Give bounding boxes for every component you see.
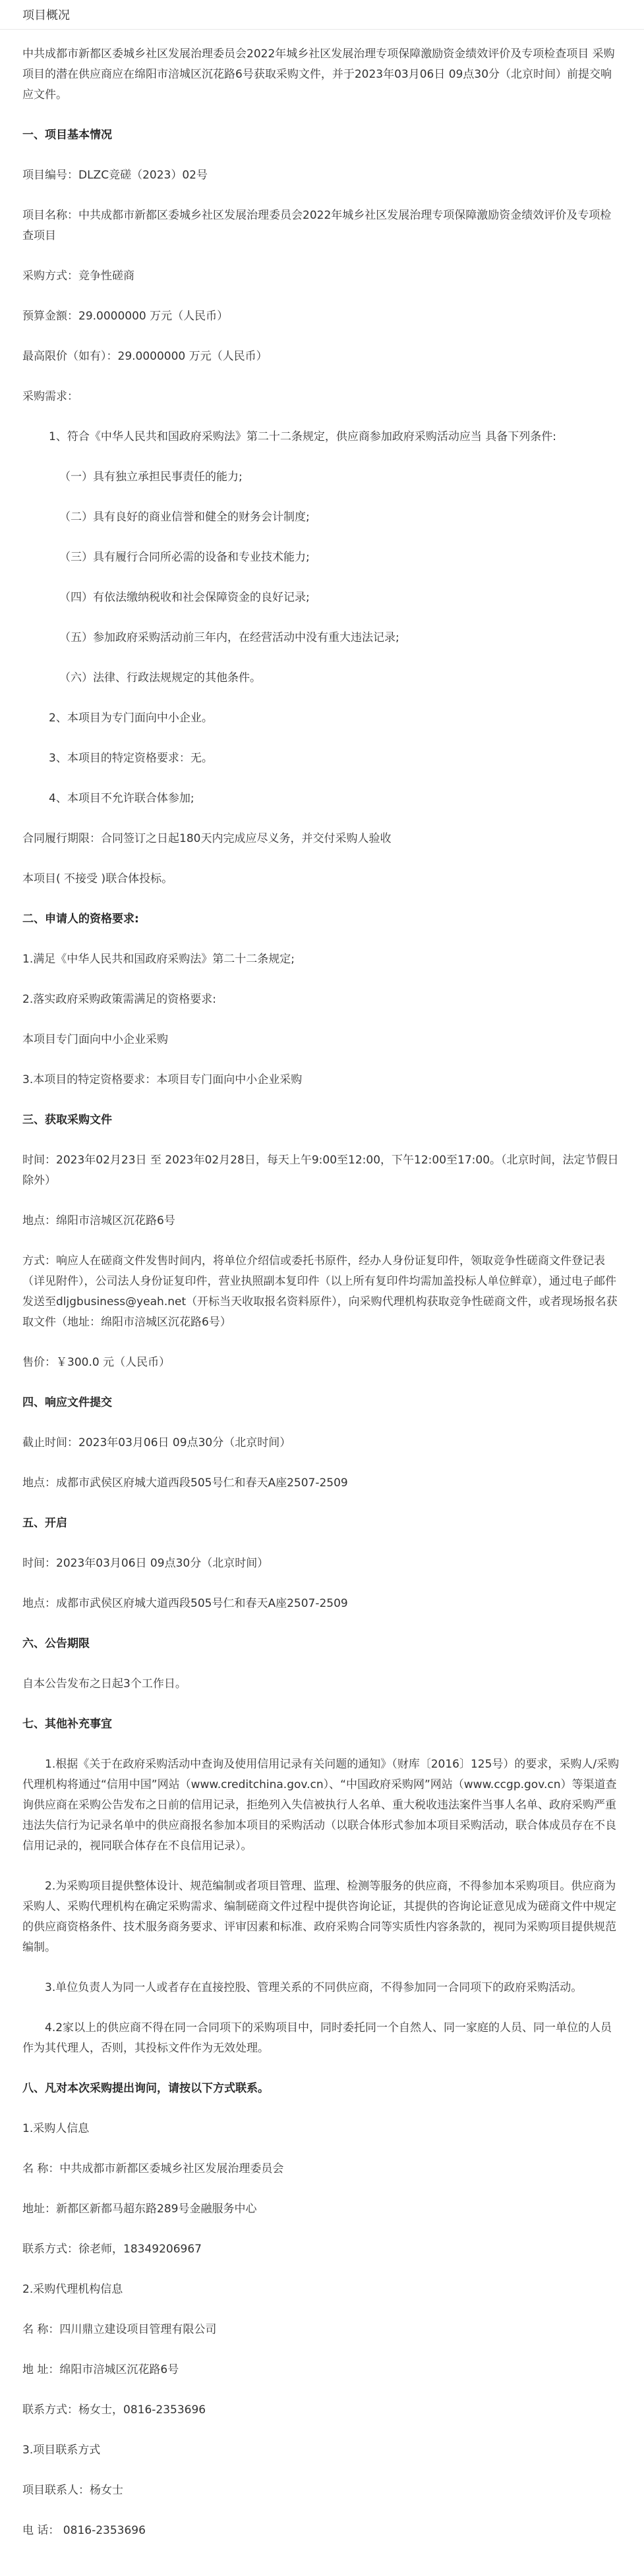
overview-paragraph: 中共成都市新都区委城乡社区发展治理委员会2022年城乡社区发展治理专项保障激励资金绩效评价及专项检查项目 采购项目的潜在供应商应在绵阳市涪城区沉花路6号获取采购文件，并于2023年03月06日 09点30分（北京时间）前提交响应文件。	[22, 47, 615, 101]
section-3-heading: 三、获取采购文件	[22, 1113, 112, 1127]
project-contact-phone: 电 话： 0816-2353696	[22, 2524, 146, 2537]
section-4-heading: 四、响应文件提交	[22, 1396, 112, 1409]
qualification-2: 2.落实政府采购政策需满足的资格要求:	[22, 993, 216, 1006]
agent-address: 地 址：绵阳市涪城区沉花路6号	[22, 2363, 179, 2376]
agent-info-label: 2.采购代理机构信息	[22, 2283, 123, 2296]
overview-title-bar	[0, 0, 644, 30]
requirement-2: 2、本项目为专门面向中小企业。	[49, 712, 213, 725]
requirement-4: 4、本项目不允许联合体参加;	[49, 792, 194, 805]
supplement-2: 2.为采购项目提供整体设计、规范编制或者项目管理、监理、检测等服务的供应商，不得参加本采购项目。供应商为采购人、采购代理机构在确定采购需求、编制磋商文件过程中提供咨询论证，其提供的咨询论证意见成为磋商文件中规定的供应商资格条件、技术服务商务要求、评审因素和标准、政府采购合同等实质性内容条款的，视同为采购项目提供规范编制。	[22, 1880, 616, 1954]
requirement-3: 3、本项目的特定资格要求：无。	[49, 752, 213, 765]
condition-item: （六）法律、行政法规规定的其他条件。	[59, 671, 261, 685]
buyer-name: 名 称：中共成都市新都区委城乡社区发展治理委员会	[22, 2162, 284, 2175]
project-contact-label: 3.项目联系方式	[22, 2444, 101, 2457]
condition-item: （三）具有履行合同所必需的设备和专业技术能力;	[59, 551, 310, 564]
qualification-3: 3.本项目的特定资格要求：本项目专门面向中小企业采购	[22, 1073, 303, 1086]
supplement-3: 3.单位负责人为同一人或者存在直接控股、管理关系的不同供应商，不得参加同一合同项下的政府采购活动。	[45, 1981, 583, 1994]
document-method: 方式：响应人在磋商文件发售时间内，将单位介绍信或委托书原件，经办人身份证复印件，领取竞争性磋商文件登记表（详见附件），公司法人身份证复印件，营业执照副本复印件（以上所有复印件均需加盖投标人单位鲜章），通过电子邮件发送至dljgbusiness@yeah.net（开标当天收取报名资料原件），向采购代理机构获取竞争性磋商文件，或者现场报名获取文件（地址：绵阳市涪城区沉花路6号）	[22, 1254, 618, 1329]
buyer-address: 地址：新都区新都马超东路289号金融服务中心	[22, 2202, 257, 2216]
qualification-1: 1.满足《中华人民共和国政府采购法》第二十二条规定;	[22, 953, 295, 966]
section-5-heading: 五、开启	[22, 1517, 67, 1530]
announcement-body	[0, 30, 644, 2541]
project-name: 项目名称：中共成都市新都区委城乡社区发展治理委员会2022年城乡社区发展治理专项保障激励资金绩效评价及专项检查项目	[22, 209, 612, 242]
max-price: 最高限价（如有）：29.0000000 万元（人民币）	[22, 350, 268, 363]
needs-label: 采购需求：	[22, 390, 78, 403]
budget-amount: 预算金额：29.0000000 万元（人民币）	[22, 310, 229, 323]
project-number: 项目编号：DLZC竞磋（2023）02号	[22, 169, 208, 182]
agent-name: 名 称：四川鼎立建设项目管理有限公司	[22, 2323, 217, 2336]
buyer-info-label: 1.采购人信息	[22, 2122, 90, 2135]
document-price: 售价：￥300.0 元（人民币）	[22, 1356, 171, 1369]
section-8-heading: 八、凡对本次采购提出询问，请按以下方式联系。	[22, 2082, 269, 2095]
condition-item: （二）具有良好的商业信誉和健全的财务会计制度;	[59, 511, 310, 524]
notice-period: 自本公告发布之日起3个工作日。	[22, 1677, 187, 1691]
supplement-1: 1.根据《关于在政府采购活动中查询及使用信用记录有关问题的通知》（财库〔2016〕125号）的要求，采购人/采购代理机构将通过“信用中国”网站（www.creditchina.gov.cn）、“中国政府采购网”网站（www.ccgp.gov.cn）等渠道查询供应商在采购公告发布之日前的信用记录，拒绝列入失信被执行人名单、重大税收违法案件当事人名单、政府采购严重违法失信行为记录名单中的供应商报名参加本项目的采购活动（以联合体形式参加本项目采购活动，联合体成员存在不良信用记录的，视同联合体存在不良信用记录）。	[22, 1758, 620, 1853]
supplement-4: 4.2家以上的供应商不得在同一合同项下的采购项目中，同时委托同一个自然人、同一家庭的人员、同一单位的人员作为其代理人，否则，其投标文件作为无效处理。	[22, 2021, 612, 2055]
submission-deadline: 截止时间：2023年03月06日 09点30分（北京时间）	[22, 1436, 291, 1449]
project-contact-person: 项目联系人：杨女士	[22, 2484, 123, 2497]
section-1-heading: 一、项目基本情况	[22, 128, 112, 142]
qualification-2-detail: 本项目专门面向中小企业采购	[22, 1033, 168, 1046]
section-2-heading: 二、申请人的资格要求:	[22, 912, 139, 926]
submission-place: 地点：成都市武侯区府城大道西段505号仁和春天A座2507-2509	[22, 1476, 348, 1490]
agent-contact: 联系方式：杨女士，0816-2353696	[22, 2403, 206, 2417]
opening-place: 地点：成都市武侯区府城大道西段505号仁和春天A座2507-2509	[22, 1597, 348, 1610]
opening-time: 时间：2023年03月06日 09点30分（北京时间）	[22, 1557, 269, 1570]
buyer-contact: 联系方式：徐老师，18349206967	[22, 2243, 202, 2256]
document-time: 时间：2023年02月23日 至 2023年02月28日，每天上午9:00至12:00，下午12:00至17:00。（北京时间，法定节假日除外）	[22, 1154, 619, 1187]
contract-period: 合同履行期限：合同签订之日起180天内完成应尽义务，并交付采购人验收	[22, 832, 392, 845]
section-7-heading: 七、其他补充事宜	[22, 1718, 112, 1731]
requirement-1: 1、符合《中华人民共和国政府采购法》第二十二条规定，供应商参加政府采购活动应当 具备下列条件:	[49, 430, 556, 443]
consortium-note: 本项目( 不接受 )联合体投标。	[22, 872, 173, 885]
document-place: 地点：绵阳市涪城区沉花路6号	[22, 1214, 175, 1227]
procurement-method: 采购方式：竞争性磋商	[22, 269, 134, 283]
overview-title: 项目概况	[22, 9, 70, 22]
condition-item: （四）有依法缴纳税收和社会保障资金的良好记录;	[59, 591, 310, 604]
section-6-heading: 六、公告期限	[22, 1637, 90, 1650]
condition-item: （五）参加政府采购活动前三年内，在经营活动中没有重大违法记录;	[59, 631, 399, 644]
condition-item: （一）具有独立承担民事责任的能力;	[59, 470, 243, 484]
